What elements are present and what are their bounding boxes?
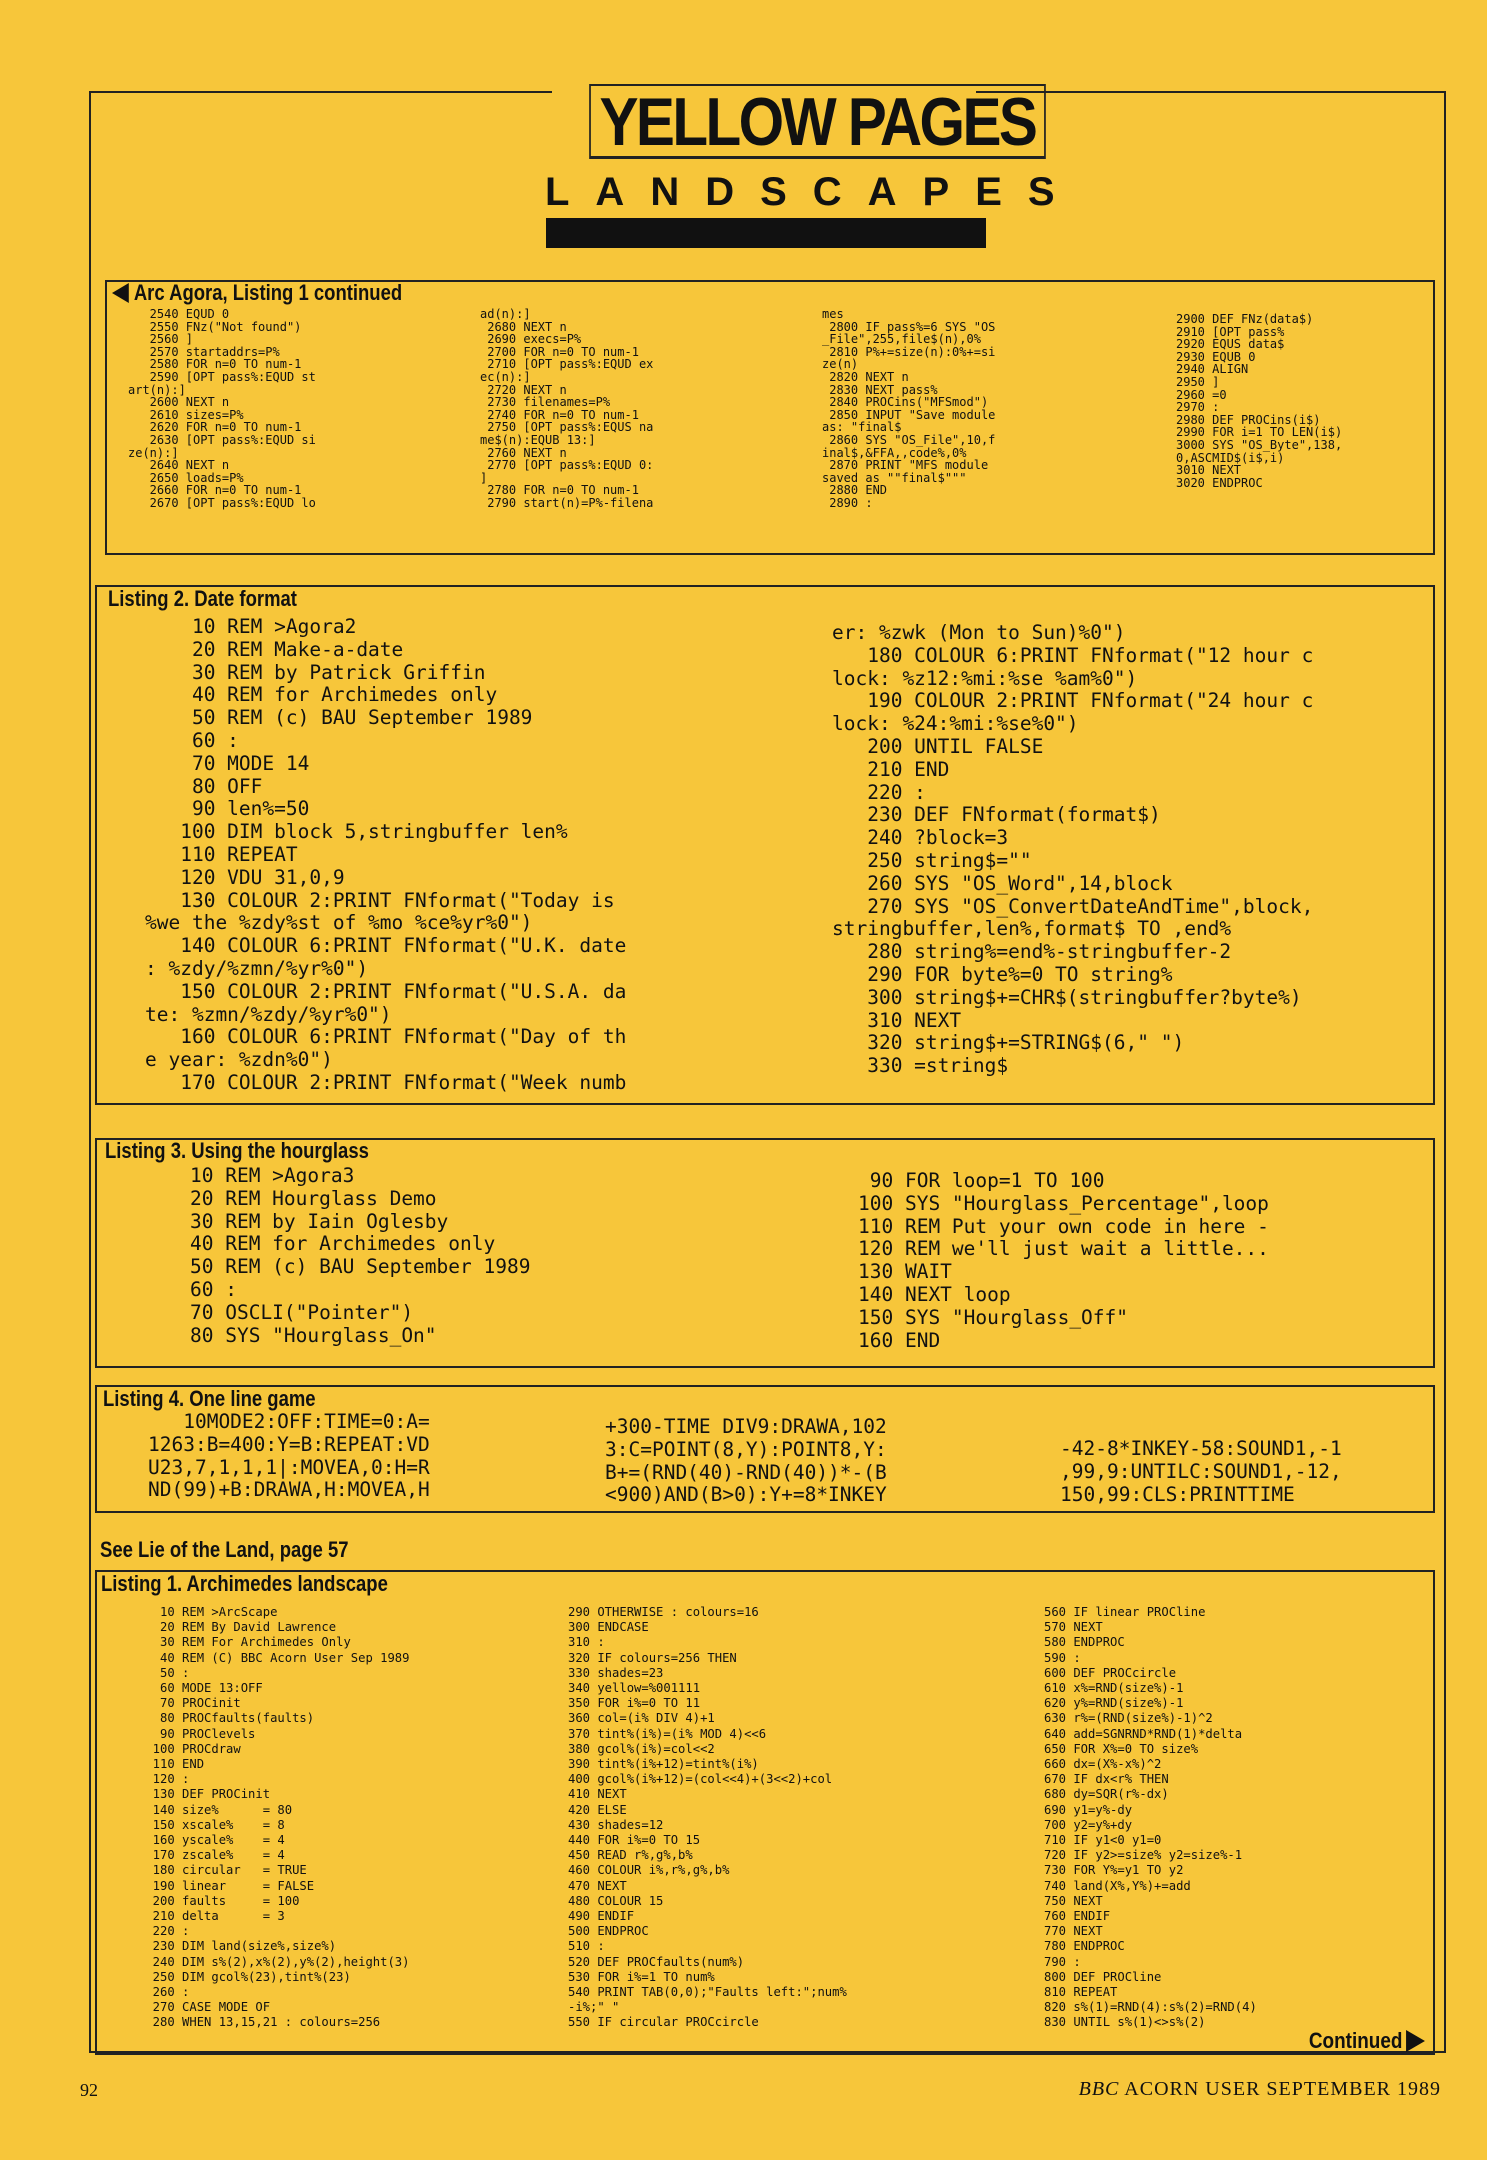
listing4-code-col2: +300-TIME DIV9:DRAWA,102 3:C=POINT(8,Y):POINT8,Y: B+=(RND(40)-RND(40))*-(B <900)AND(B>0):Y+=8*INKEY: [605, 1415, 887, 1507]
page-number: 92: [80, 2080, 98, 2100]
arc-agora-code-col3: mes 2800 IF pass%=6 SYS "OS _File",255,file$(n),0% 2810 P%+=size(n):0%+=si ze(n) 2820 NEXT n 2830 NEXT pass% 2840 PROCins("MFSmod") 2850 INPUT "Save module as: "final$ 2860 SYS "OS_File",10,f inal$,&FFA,,code%,0% 2870 PRINT "MFS module saved as ""final$""" 2880 END 2890 :: [822, 307, 996, 510]
arc-agora-code-col1: 2540 EQUD 0 2550 FNz("Not found") 2560 ] 2570 startaddrs=P% 2580 FOR n=0 TO num-1 2590 [OPT pass%:EQUD st art(n):] 2600 NEXT n 2610 sizes=P% 2620 FOR n=0 TO num-1 2630 [OPT pass%:EQUD si ze(n):] 2640 NEXT n 2650 loads=P% 2660 FOR n=0 TO num-1 2670 [OPT pass%:EQUD lo: [128, 307, 316, 510]
listing2-code-col2: er: %zwk (Mon to Sun)%0") 180 COLOUR 6:PRINT FNformat("12 hour c lock: %z12:%mi:%se %am%0") 190 COLOUR 2:PRINT FNformat("24 hour c lock: %24:%mi:%se%0") 200 UNTIL FALSE 210 END 220 : 230 DEF FNformat(format$) 240 ?block=3 250 string$="" 260 SYS "OS_Word",14,block 270 SYS "OS_ConvertDateAndTime",block, stringbuffer,len%,format$ TO ,end% 280 string%=end%-stringbuffer-2 290 FOR byte%=0 TO string% 300 string$+=CHR$(stringbuffer?byte%) 310 NEXT 320 string$+=STRING$(6," ") 330 =string$: [832, 621, 1314, 1078]
listing3-code-col2: 90 FOR loop=1 TO 100 100 SYS "Hourglass_Percentage",loop 110 REM Put your own code in here - 120 REM we'll just wait a little... 130 WAIT 140 NEXT loop 150 SYS "Hourglass_Off" 160 END: [858, 1169, 1269, 1352]
arrow-right-icon: [1406, 2030, 1425, 2052]
listing4-code-col1: 10MODE2:OFF:TIME=0:A= 1263:B=400:Y=B:REPEAT:VD U23,7,1,1,1|:MOVEA,0:H=R ND(99)+B:DRAWA,H:MOVEA,H: [148, 1410, 430, 1502]
arc-agora-title: Arc Agora, Listing 1 continued: [112, 280, 402, 306]
listing3-code-col1: 10 REM >Agora3 20 REM Hourglass Demo 30 REM by Iain Oglesby 40 REM for Archimedes only 50 REM (c) BAU September 1989 60 : 70 OSCLI("Pointer") 80 SYS "Hourglass_On": [190, 1164, 531, 1347]
page-title: YELLOW PAGES: [589, 84, 1045, 159]
listing1-code-col2: 290 OTHERWISE : colours=16 300 ENDCASE 310 : 320 IF colours=256 THEN 330 shades=23 340 yellow=%001111 350 FOR i%=0 TO 11 360 col=(i% DIV 4)+1 370 tint%(i%)=(i% MOD 4)<<6 380 gcol%(i%)=col<<2 390 tint%(i%+12)=tint%(i%) 400 gcol%(i%+12)=(col<<4)+(3<<2)+col 410 NEXT 420 ELSE 430 shades=12 440 FOR i%=0 TO 15 450 READ r%,g%,b% 460 COLOUR i%,r%,g%,b% 470 NEXT 480 COLOUR 15 490 ENDIF 500 ENDPROC 510 : 520 DEF PROCfaults(num%) 530 FOR i%=1 TO num% 540 PRINT TAB(0,0);"Faults left:";num% -i%;" " 550 IF circular PROCcircle: [568, 1605, 847, 2030]
section-title: LANDSCAPES: [545, 170, 1081, 214]
listing4-code-col3: -42-8*INKEY-58:SOUND1,-1 ,99,9:UNTILC:SOUND1,-12, 150,99:CLS:PRINTTIME: [1060, 1437, 1342, 1506]
listing3-title: Listing 3. Using the hourglass: [105, 1138, 369, 1163]
listing2-title: Listing 2. Date format: [108, 586, 297, 611]
masthead: [552, 84, 1036, 160]
title-bar: [546, 218, 986, 248]
magazine-footer: [1079, 2078, 1441, 2101]
arc-agora-code-col2: ad(n):] 2680 NEXT n 2690 execs=P% 2700 FOR n=0 TO num-1 2710 [OPT pass%:EQUD ex ec(n):] 2720 NEXT n 2730 filenames=P% 2740 FOR n=0 TO num-1 2750 [OPT pass%:EQUS na me$(n):EQUB 13:] 2760 NEXT n 2770 [OPT pass%:EQUD 0: ] 2780 FOR n=0 TO num-1 2790 start(n)=P%-filena: [480, 307, 654, 510]
magazine-prefix: BBC: [1078, 2078, 1120, 2100]
listing2-code-col1: 10 REM >Agora2 20 REM Make-a-date 30 REM by Patrick Griffin 40 REM for Archimedes only 50 REM (c) BAU September 1989 60 : 70 MODE 14 80 OFF 90 len%=50 100 DIM block 5,stringbuffer len% 110 REPEAT 120 VDU 31,0,9 130 COLOUR 2:PRINT FNformat("Today is %we the %zdy%st of %mo %ce%yr%0") 140 COLOUR 6:PRINT FNformat("U.K. date : %zdy/%zmn/%yr%0") 150 COLOUR 2:PRINT FNformat("U.S.A. da te: %zmn/%zdy/%yr%0") 160 COLOUR 6:PRINT FNformat("Day of th e year: %zdn%0") 170 COLOUR 2:PRINT FNformat("Week numb: [145, 615, 627, 1094]
continued-label: Continued: [1309, 2028, 1425, 2054]
listing4-title: Listing 4. One line game: [103, 1386, 316, 1411]
arrow-left-icon: [112, 283, 129, 303]
listing1-title: Listing 1. Archimedes landscape: [101, 1571, 388, 1596]
listing1-code-col3: 560 IF linear PROCline 570 NEXT 580 ENDPROC 590 : 600 DEF PROCcircle 610 x%=RND(size%)-1 620 y%=RND(size%)-1 630 r%=(RND(size%)-1)^2 640 add=SGNRND*RND(1)*delta 650 FOR X%=0 TO size% 660 dx=(X%-x%)^2 670 IF dx<r% THEN 680 dy=SQR(r%-dx) 690 y1=y%-dy 700 y2=y%+dy 710 IF y1<0 y1=0 720 IF y2>=size% y2=size%-1 730 FOR Y%=y1 TO y2 740 land(X%,Y%)+=add 750 NEXT 760 ENDIF 770 NEXT 780 ENDPROC 790 : 800 DEF PROCline 810 REPEAT 820 s%(1)=RND(4):s%(2)=RND(4) 830 UNTIL s%(1)<>s%(2): [1044, 1605, 1257, 2030]
see-also-note: See Lie of the Land, page 57: [100, 1537, 349, 1562]
listing1-code-col1: 10 REM >ArcScape 20 REM By David Lawrence 30 REM For Archimedes Only 40 REM (C) BBC Acorn User Sep 1989 50 : 60 MODE 13:OFF 70 PROCinit 80 PROCfaults(faults) 90 PROClevels 100 PROCdraw 110 END 120 : 130 DEF PROCinit 140 size% = 80 150 xscale% = 8 160 yscale% = 4 170 zscale% = 4 180 circular = TRUE 190 linear = FALSE 200 faults = 100 210 delta = 3 220 : 230 DIM land(size%,size%) 240 DIM s%(2),x%(2),y%(2),height(3) 250 DIM gcol%(23),tint%(23) 260 : 270 CASE MODE OF 280 WHEN 13,15,21 : colours=256: [152, 1605, 410, 2030]
arc-agora-code-col4: 2900 DEF FNz(data$) 2910 [OPT pass% 2920 EQUS data$ 2930 EQUB 0 2940 ALIGN 2950 ] 2960 =0 2970 : 2980 DEF PROCins(i$) 2990 FOR i=1 TO LEN(i$) 3000 SYS "OS_Byte",138, 0,ASCMID$(i$,i) 3010 NEXT 3020 ENDPROC: [1176, 312, 1343, 490]
magazine-issue: ACORN USER SEPTEMBER 1989: [1119, 2078, 1441, 2100]
